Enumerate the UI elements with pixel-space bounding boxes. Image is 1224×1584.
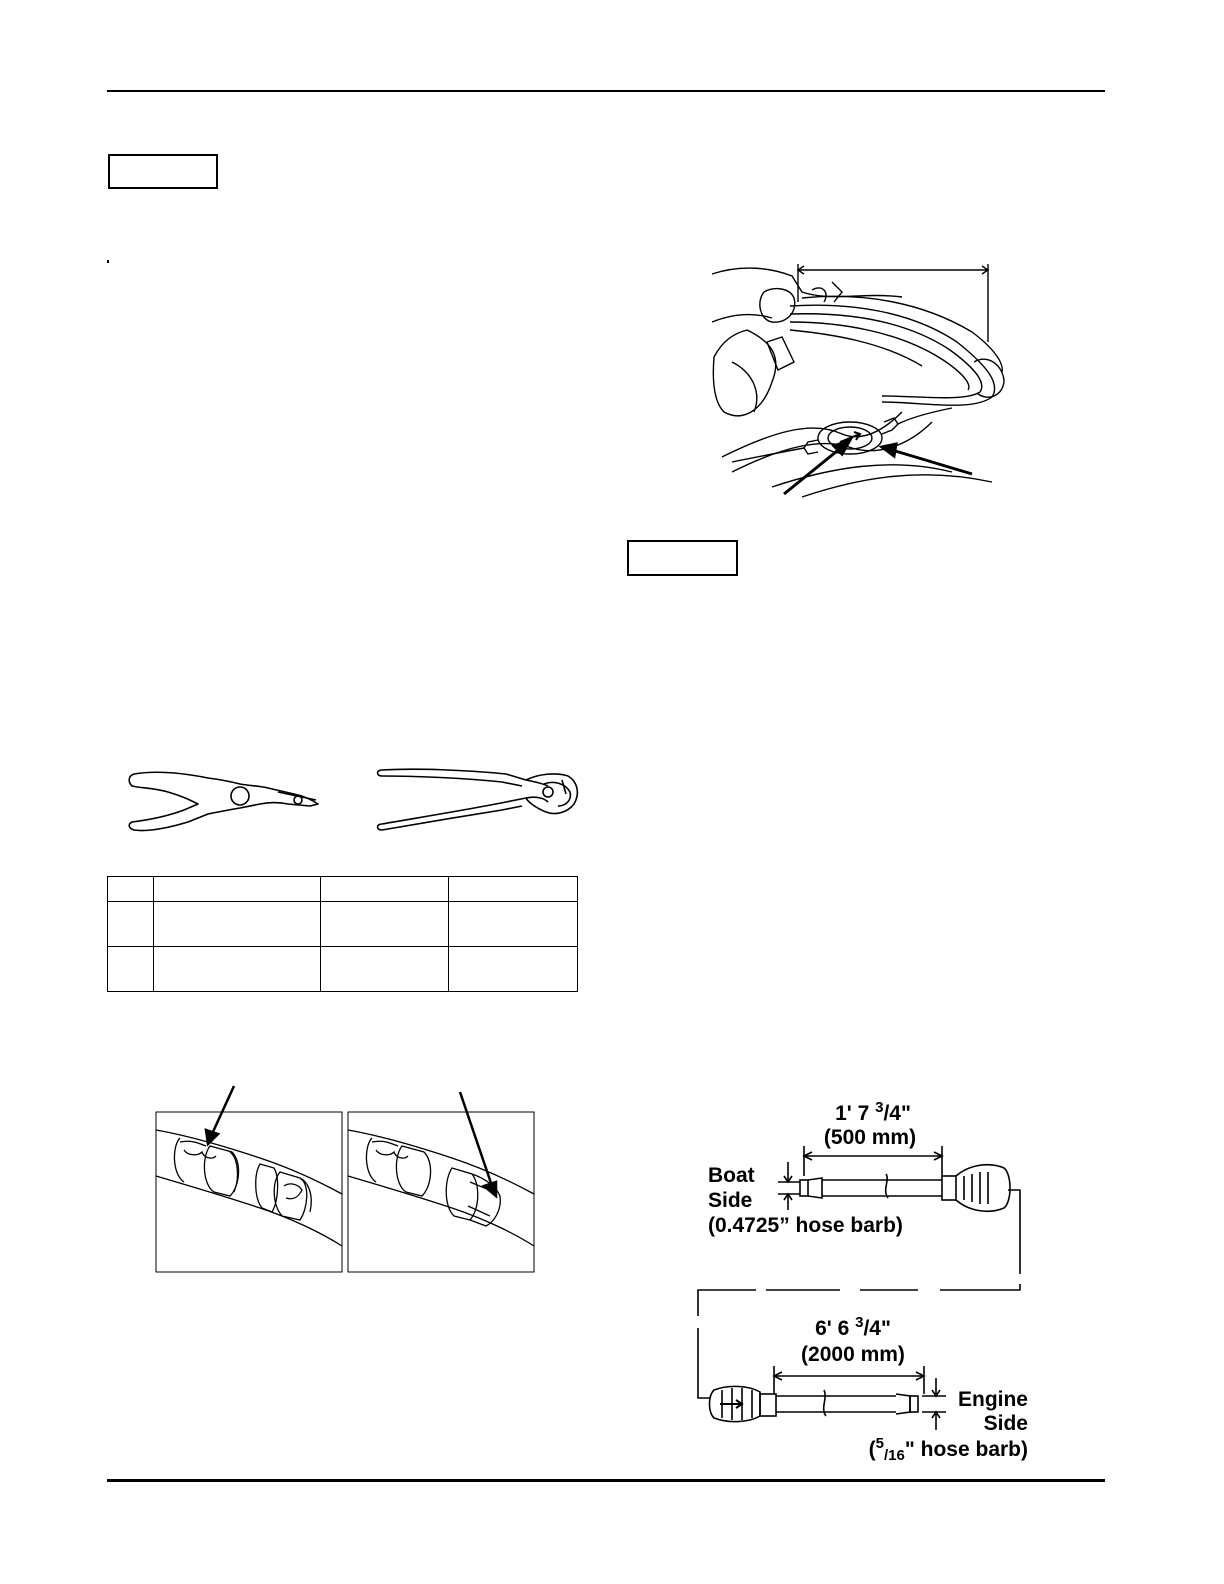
table-header-cell: [321, 877, 449, 902]
table-header-cell: [449, 877, 578, 902]
hose-clamp-comparison-illustration: [150, 1086, 540, 1278]
boat-side-label-line2: Side: [708, 1189, 753, 1212]
table-cell: [154, 902, 321, 947]
section-label-box-left: [108, 154, 218, 189]
svg-text:6' 6 3/4": [815, 1314, 891, 1340]
table-header-cell: [108, 877, 154, 902]
table-cell: [108, 947, 154, 992]
engine-barb-rest: " hose barb): [904, 1438, 1028, 1461]
hose-clamp-pliers-illustration: [128, 770, 328, 834]
engine-barb-open: (: [868, 1438, 876, 1461]
bottom-length-label: 6' 6: [815, 1317, 856, 1340]
engine-barb-sup: 5: [875, 1435, 884, 1452]
table-cell: [321, 902, 449, 947]
header-rule: [107, 90, 1105, 92]
engine-side-label-line2: Side: [983, 1412, 1028, 1435]
table-cell: [154, 947, 321, 992]
footer-rule: [107, 1479, 1105, 1482]
svg-text:1' 7 3/4": [835, 1099, 911, 1125]
top-length-sup: 3: [875, 1099, 884, 1116]
hose-clamp-cutter-illustration: [376, 764, 582, 834]
engine-barb-sub: /16: [884, 1447, 905, 1464]
table-cell: [108, 902, 154, 947]
table-cell: [449, 902, 578, 947]
bottom-length-frac: /4": [863, 1317, 891, 1340]
table-row: [108, 947, 578, 992]
boat-side-label-line1: Boat: [708, 1164, 755, 1187]
table-cell: [321, 947, 449, 992]
table-header-row: [108, 877, 578, 902]
table-header-cell: [154, 877, 321, 902]
top-length-label: 1' 7: [835, 1102, 876, 1125]
engine-side-label-line1: Engine: [957, 1388, 1028, 1411]
tools-table: [107, 876, 578, 992]
table-row: [108, 902, 578, 947]
fuel-hose-dimension-diagram: [690, 1094, 1040, 1464]
bottom-length-mm: (2000 mm): [801, 1343, 905, 1366]
section-label-box-right: [627, 540, 738, 576]
svg-text:(5/16" hose barb): [869, 1435, 1028, 1464]
boat-barb-label: (0.4725” hose barb): [708, 1214, 903, 1237]
top-length-frac: /4": [883, 1102, 911, 1125]
margin-mark: [107, 260, 109, 263]
bottom-length-sup: 3: [855, 1314, 864, 1331]
fuel-line-primer-illustration: [712, 262, 1002, 497]
top-length-mm: (500 mm): [823, 1126, 917, 1149]
table-cell: [449, 947, 578, 992]
